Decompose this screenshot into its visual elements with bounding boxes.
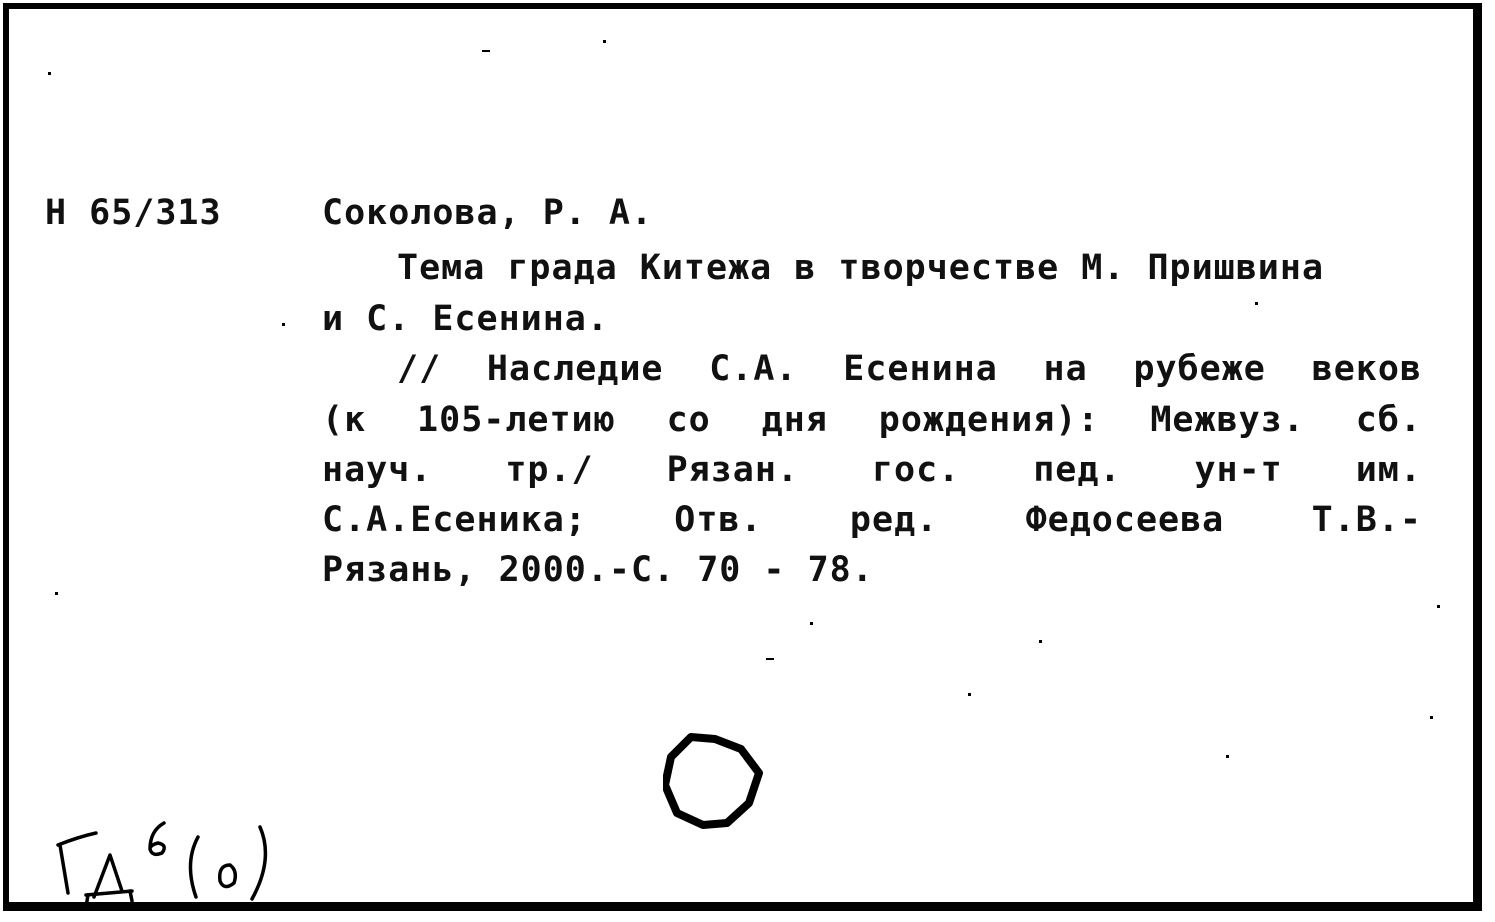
source-word: рождения): — [878, 400, 1100, 440]
source-line-2 — [322, 400, 1422, 440]
scan-speck — [766, 658, 774, 660]
punch-hole — [663, 733, 763, 833]
scan-speck — [282, 323, 285, 326]
source-word: рубеже — [1133, 349, 1266, 389]
scan-speck — [810, 622, 813, 625]
scan-speck — [1430, 716, 1433, 719]
scan-speck — [1255, 302, 1258, 305]
source-word: на — [1043, 349, 1088, 389]
source-word: Есенина — [843, 349, 998, 389]
source-word: (к — [322, 400, 367, 440]
source-word: ун-т — [1194, 450, 1283, 490]
scan-speck — [968, 693, 971, 696]
scan-speck — [1039, 640, 1042, 643]
source-word: Рязан. — [666, 450, 799, 490]
scan-speck — [603, 40, 606, 43]
scan-speck — [55, 592, 58, 595]
source-word: // — [397, 349, 442, 389]
source-word: Т.В.- — [1311, 500, 1422, 540]
scan-speck — [482, 50, 490, 52]
scan-speck — [1226, 755, 1229, 758]
title-line-2: и С. Есенина. — [322, 299, 609, 339]
source-last-line: Рязань, 2000.-С. 70 - 78. — [322, 550, 874, 590]
source-word: С.А. — [709, 349, 798, 389]
source-line-1 — [397, 349, 1422, 389]
source-word: ред. — [849, 500, 939, 540]
source-line-4 — [322, 500, 1422, 540]
source-word: дня — [761, 400, 828, 440]
source-word: Наследие — [486, 349, 664, 389]
scan-speck — [1437, 605, 1440, 608]
source-word: им. — [1355, 450, 1422, 490]
source-word: С.А.Есеника; — [322, 500, 587, 540]
author: Соколова, Р. А. — [322, 193, 654, 233]
source-word: веков — [1311, 349, 1422, 389]
source-word: сб. — [1355, 400, 1422, 440]
source-word: 105-летию — [417, 400, 616, 440]
source-word: тр./ — [505, 450, 594, 490]
source-word: со — [666, 400, 711, 440]
title-line-1: Тема града Китежа в творчестве М. Пришвина — [397, 248, 1325, 288]
source-word: Федосеева — [1025, 500, 1225, 540]
source-word: Межвуз. — [1150, 400, 1305, 440]
handwritten-shelf-mark — [38, 815, 288, 915]
scan-speck — [48, 72, 51, 75]
source-line-3 — [322, 450, 1422, 490]
source-word: Отв. — [674, 500, 763, 540]
call-number: Н 65/313 — [45, 193, 222, 233]
source-word: науч. — [322, 450, 433, 490]
source-word: гос. — [871, 450, 961, 490]
source-word: пед. — [1033, 450, 1122, 490]
